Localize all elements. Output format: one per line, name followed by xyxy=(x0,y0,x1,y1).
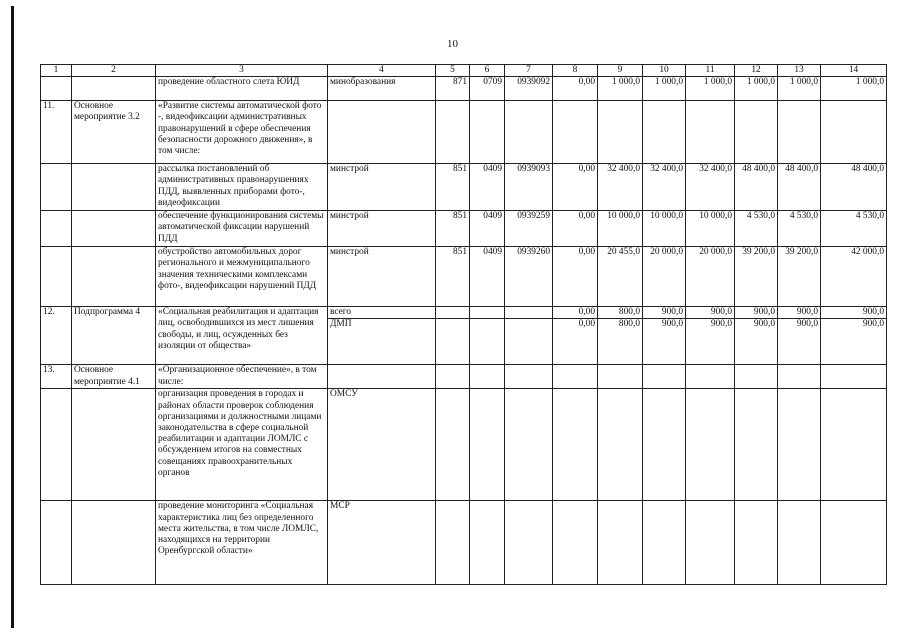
cell-value xyxy=(553,101,598,164)
cell-value: 1 000,0 xyxy=(598,77,643,101)
cell-value: 900,0 xyxy=(686,307,735,319)
cell-grbs: 851 xyxy=(436,211,470,247)
cell-value xyxy=(778,365,821,389)
cell-value: 42 000,0 xyxy=(821,247,887,307)
row-name xyxy=(72,211,156,247)
header-cell: 12 xyxy=(735,65,778,77)
cell-value: 900,0 xyxy=(778,307,821,319)
cell-value xyxy=(643,501,686,585)
row-executor: минстрой xyxy=(328,211,436,247)
cell-value xyxy=(778,101,821,164)
cell-value xyxy=(643,389,686,501)
row-description: «Организационное обеспечение», в том числе: xyxy=(156,365,328,389)
cell-value: 900,0 xyxy=(735,319,778,365)
cell-value xyxy=(735,389,778,501)
row-executor: всего xyxy=(328,307,436,319)
cell-value xyxy=(686,389,735,501)
cell-csr: 0939259 xyxy=(505,211,553,247)
cell-value xyxy=(821,101,887,164)
cell-value: 4 530,0 xyxy=(821,211,887,247)
cell-rzpr: 0409 xyxy=(470,211,505,247)
row-description: «Социальная реабилитация и адаптация лиц, освободившихся из мест лишения свободы, и лиц, осужденных без изоляции от общества» xyxy=(156,307,328,365)
page-number: 10 xyxy=(447,38,458,50)
cell-value: 1 000,0 xyxy=(735,77,778,101)
cell-grbs xyxy=(436,365,470,389)
cell-value: 32 400,0 xyxy=(643,164,686,211)
row-number xyxy=(41,164,72,211)
cell-value: 800,0 xyxy=(598,319,643,365)
cell-value xyxy=(821,365,887,389)
table-row xyxy=(41,501,887,585)
cell-value: 900,0 xyxy=(821,307,887,319)
cell-rzpr: 0409 xyxy=(470,164,505,211)
cell-csr: 0939093 xyxy=(505,164,553,211)
row-executor: минстрой xyxy=(328,164,436,211)
table-row xyxy=(41,77,887,101)
cell-value xyxy=(735,501,778,585)
cell-grbs xyxy=(436,319,470,365)
cell-csr xyxy=(505,501,553,585)
cell-value xyxy=(821,389,887,501)
table-row xyxy=(41,101,887,164)
cell-rzpr: 0709 xyxy=(470,77,505,101)
row-description: «Развитие системы автоматической фото -, видеофиксации административных правонарушений в сфере обеспечения безопасности дорожного движения», в том числе: xyxy=(156,101,328,164)
cell-csr xyxy=(505,389,553,501)
cell-value: 1 000,0 xyxy=(821,77,887,101)
cell-value: 900,0 xyxy=(643,307,686,319)
row-number xyxy=(41,389,72,501)
cell-grbs: 851 xyxy=(436,164,470,211)
cell-value: 900,0 xyxy=(778,319,821,365)
cell-value: 39 200,0 xyxy=(778,247,821,307)
cell-value xyxy=(778,389,821,501)
cell-value: 900,0 xyxy=(643,319,686,365)
cell-value xyxy=(735,101,778,164)
cell-value: 1 000,0 xyxy=(643,77,686,101)
cell-value xyxy=(735,365,778,389)
row-executor: МСР xyxy=(328,501,436,585)
cell-value: 4 530,0 xyxy=(735,211,778,247)
cell-value: 0,00 xyxy=(553,307,598,319)
cell-value xyxy=(686,501,735,585)
cell-value: 1 000,0 xyxy=(686,77,735,101)
cell-rzpr xyxy=(470,365,505,389)
cell-value xyxy=(553,501,598,585)
cell-grbs: 851 xyxy=(436,247,470,307)
cell-value: 20 000,0 xyxy=(686,247,735,307)
table-row xyxy=(41,211,887,247)
row-name xyxy=(72,164,156,211)
cell-value xyxy=(553,365,598,389)
cell-value: 900,0 xyxy=(686,319,735,365)
cell-rzpr xyxy=(470,389,505,501)
cell-value: 20 000,0 xyxy=(643,247,686,307)
cell-value: 1 000,0 xyxy=(778,77,821,101)
cell-rzpr xyxy=(470,101,505,164)
header-cell: 7 xyxy=(505,65,553,77)
cell-csr xyxy=(505,365,553,389)
row-number: 12. xyxy=(41,307,72,365)
header-cell: 8 xyxy=(553,65,598,77)
cell-grbs xyxy=(436,501,470,585)
row-description: обустройство автомобильных дорог регионального и межмуниципального значения техническими комплексами фото-, видеофиксации нарушений ПДД xyxy=(156,247,328,307)
cell-value: 48 400,0 xyxy=(778,164,821,211)
header-cell: 10 xyxy=(643,65,686,77)
cell-value: 900,0 xyxy=(821,319,887,365)
cell-rzpr: 0409 xyxy=(470,247,505,307)
row-number xyxy=(41,247,72,307)
row-name: Подпрограмма 4 xyxy=(72,307,156,365)
header-cell: 14 xyxy=(821,65,887,77)
header-cell: 13 xyxy=(778,65,821,77)
row-description: обеспечение функционирования системы автоматической фиксации нарушений ПДД xyxy=(156,211,328,247)
row-description: рассылка постановлений об административных правонарушениях ПДД, выявленных приборами фото-, видеофиксации xyxy=(156,164,328,211)
row-number xyxy=(41,501,72,585)
cell-value: 0,00 xyxy=(553,319,598,365)
row-number xyxy=(41,211,72,247)
cell-rzpr xyxy=(470,501,505,585)
row-name xyxy=(72,389,156,501)
cell-grbs xyxy=(436,389,470,501)
row-name xyxy=(72,77,156,101)
header-cell: 6 xyxy=(470,65,505,77)
row-executor xyxy=(328,365,436,389)
cell-value: 48 400,0 xyxy=(735,164,778,211)
cell-value xyxy=(598,501,643,585)
cell-value: 10 000,0 xyxy=(643,211,686,247)
cell-value xyxy=(598,365,643,389)
table-row xyxy=(41,389,887,501)
row-number: 11. xyxy=(41,101,72,164)
cell-rzpr xyxy=(470,319,505,365)
cell-value: 10 000,0 xyxy=(598,211,643,247)
cell-value xyxy=(598,101,643,164)
cell-value: 48 400,0 xyxy=(821,164,887,211)
cell-value: 4 530,0 xyxy=(778,211,821,247)
row-executor: минобразования xyxy=(328,77,436,101)
row-executor: минстрой xyxy=(328,247,436,307)
row-executor: ОМСУ xyxy=(328,389,436,501)
cell-value: 32 400,0 xyxy=(598,164,643,211)
table-row xyxy=(41,365,887,389)
header-cell: 1 xyxy=(41,65,72,77)
header-cell: 2 xyxy=(72,65,156,77)
row-executor: ДМП xyxy=(328,319,436,365)
header-cell: 9 xyxy=(598,65,643,77)
cell-csr xyxy=(505,307,553,319)
cell-grbs xyxy=(436,307,470,319)
header-cell: 5 xyxy=(436,65,470,77)
cell-value xyxy=(598,389,643,501)
row-description: проведение областного слета ЮИД xyxy=(156,77,328,101)
cell-value xyxy=(821,501,887,585)
cell-value xyxy=(686,365,735,389)
cell-value: 900,0 xyxy=(735,307,778,319)
cell-value xyxy=(778,501,821,585)
cell-value: 0,00 xyxy=(553,247,598,307)
program-table xyxy=(40,64,887,585)
cell-value: 800,0 xyxy=(598,307,643,319)
cell-value: 0,00 xyxy=(553,164,598,211)
row-name xyxy=(72,247,156,307)
cell-value: 39 200,0 xyxy=(735,247,778,307)
cell-grbs: 871 xyxy=(436,77,470,101)
header-cell: 11 xyxy=(686,65,735,77)
table-row xyxy=(41,247,887,307)
cell-csr xyxy=(505,319,553,365)
cell-value: 10 000,0 xyxy=(686,211,735,247)
row-description: проведение мониторинга «Социальная характеристика лиц без определенного места жительства, в том числе ЛОМЛС, находящихся на территории Оренбургской области» xyxy=(156,501,328,585)
cell-value xyxy=(643,101,686,164)
cell-value xyxy=(686,101,735,164)
cell-rzpr xyxy=(470,307,505,319)
left-margin-bar xyxy=(11,6,14,628)
cell-csr xyxy=(505,101,553,164)
row-name xyxy=(72,501,156,585)
cell-value: 0,00 xyxy=(553,211,598,247)
cell-grbs xyxy=(436,101,470,164)
cell-value xyxy=(643,365,686,389)
table-row xyxy=(41,164,887,211)
cell-csr: 0939092 xyxy=(505,77,553,101)
header-row xyxy=(41,65,887,77)
cell-value: 0,00 xyxy=(553,77,598,101)
row-name: Основное мероприятие 4.1 xyxy=(72,365,156,389)
row-description: организация проведения в городах и районах области проверок соблюдения организациями и должностными лицами законодательства в сфере социальной реабилитации и адаптации ЛОМЛС с обсуждением итогов на совместных совещаниях правоохранительных органов xyxy=(156,389,328,501)
cell-value: 20 455,0 xyxy=(598,247,643,307)
row-number: 13. xyxy=(41,365,72,389)
row-number xyxy=(41,77,72,101)
table-row xyxy=(41,307,887,319)
cell-value xyxy=(553,389,598,501)
cell-value: 32 400,0 xyxy=(686,164,735,211)
header-cell: 4 xyxy=(328,65,436,77)
row-name: Основное мероприятие 3.2 xyxy=(72,101,156,164)
header-cell: 3 xyxy=(156,65,328,77)
row-executor xyxy=(328,101,436,164)
cell-csr: 0939260 xyxy=(505,247,553,307)
